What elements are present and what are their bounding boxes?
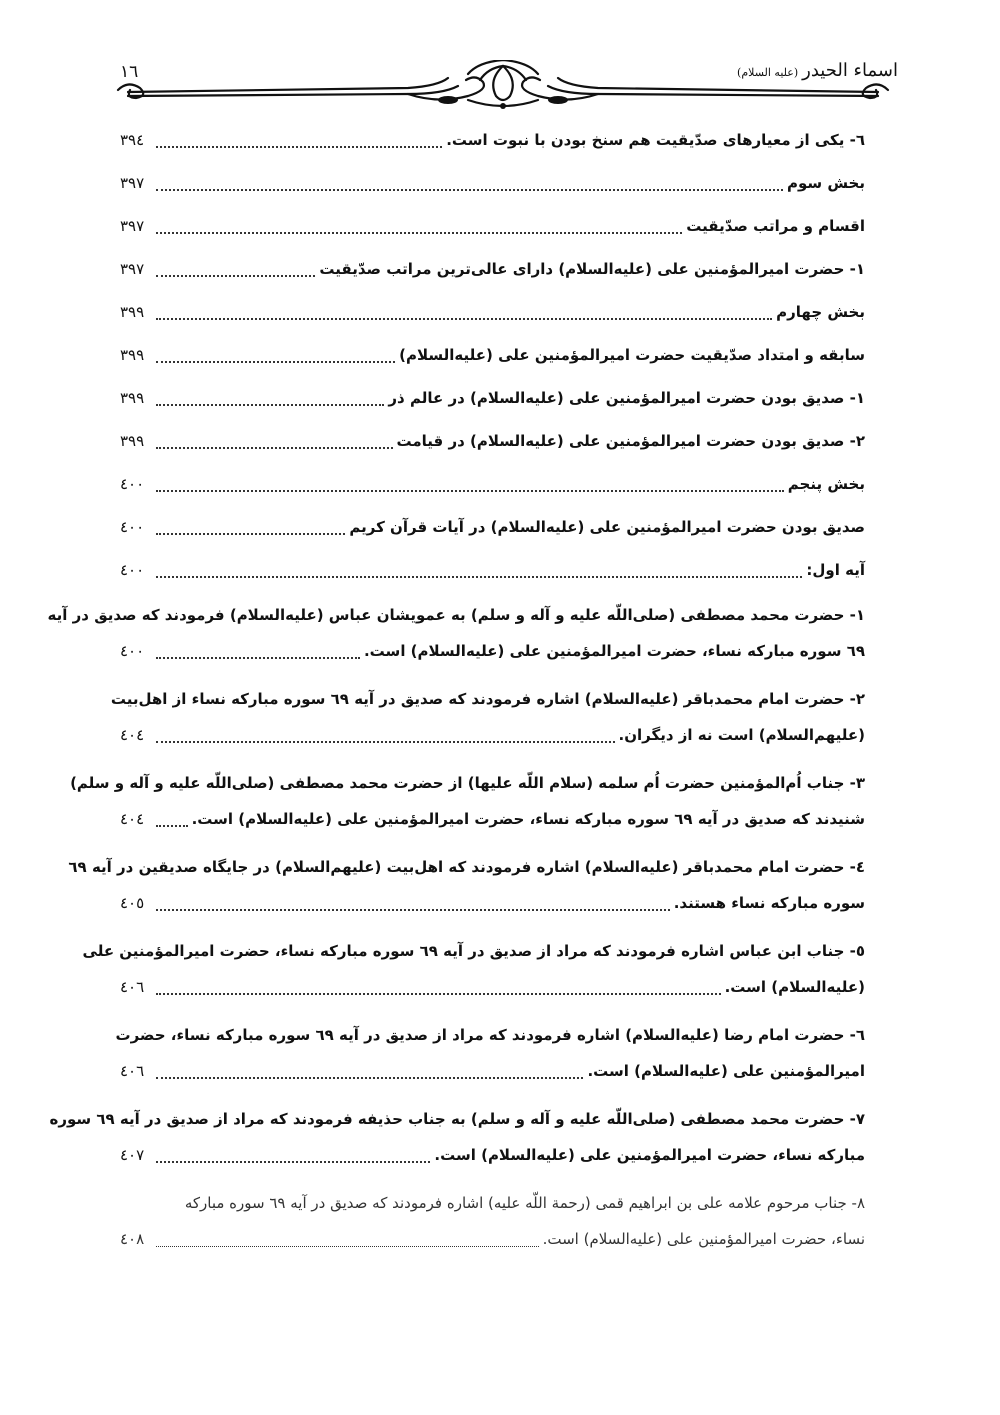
toc-page-number: ٣٩٧ [120,216,145,235]
toc-entry[interactable] [70,765,865,837]
toc-page-number: ٤٠٦ [120,1062,145,1080]
toc-page-number: ٣٩٩ [120,302,145,321]
toc-entry[interactable] [47,597,865,669]
dot-leader [156,576,802,578]
dot-leader [156,1077,583,1079]
toc-entry[interactable] [120,462,865,505]
toc-entry-title: نساء، حضرت امیرالمؤمنین علی (علیه‌السلام) است. [542,1230,865,1248]
dot-leader [156,993,721,995]
table-of-contents [47,118,865,1269]
toc-entry[interactable] [49,1101,865,1173]
toc-entry-title: آیه اول: [806,560,865,579]
toc-entry-title: مبارکه نساء، حضرت امیرالمؤمنین علی (علیه‌السلام) است. [434,1146,865,1164]
dot-leader [156,1246,539,1247]
toc-entry-title: ٣- جناب اُم‌المؤمنین حضرت اُم سلمه (سلام اللّه علیها) از حضرت محمد مصطفی (صلی‌اللّه علیه و آله و سلم) [70,774,865,792]
toc-entry[interactable] [120,118,865,161]
toc-entry[interactable] [120,505,865,548]
toc-page-number: ٤٠٥ [120,894,145,912]
toc-entry[interactable] [120,204,865,247]
dot-leader [156,232,682,234]
toc-page-number: ٤٠٠ [120,642,145,660]
toc-entry[interactable] [120,161,865,204]
toc-page-number: ٤٠٨ [120,1230,145,1248]
toc-page-number: ٤٠٤ [120,726,145,744]
toc-page-number: ٤٠٦ [120,978,145,996]
toc-entry-title: (علیهم‌السلام) است نه از دیگران. [618,726,865,744]
page-number: ١٦ [120,62,139,82]
toc-page-number: ٤٠٠ [120,474,145,493]
book-title-text: اسماء الحیدر [802,60,898,81]
page-header [108,60,898,120]
toc-entry[interactable] [68,849,865,921]
toc-entry[interactable] [110,681,865,753]
toc-entry-title: سابقه و امتداد صدّیقیت حضرت امیرالمؤمنین علی (علیه‌السلام) [399,345,865,364]
toc-page-number: ٤٠٠ [120,560,145,579]
dot-leader [156,189,783,191]
toc-page-number: ٣٩٧ [120,259,145,278]
toc-entry[interactable] [120,247,865,290]
toc-entry[interactable] [120,419,865,462]
toc-entry-title: ٨- جناب مرحوم علامه علی بن ابراهیم قمی (رحمة اللّه علیه) اشاره فرمودند که صدیق در آیه ٦٩ سوره مبارکه [184,1194,865,1212]
book-title-honorific: (علیه السلام) [737,66,799,79]
toc-entry-title: ٦٩ سوره مبارکه نساء، حضرت امیرالمؤمنین علی (علیه‌السلام) است. [363,642,865,660]
toc-entry-title: ١- حضرت امیرالمؤمنین علی (علیه‌السلام) دارای عالی‌ترین مراتب صدّیقیت [319,259,865,278]
toc-entry[interactable] [120,548,865,591]
toc-entry-title: بخش پنجم [787,474,865,493]
toc-entry-title: ٥- جناب ابن عباس اشاره فرمودند که مراد از صدیق در آیه ٦٩ سوره مبارکه نساء، حضرت امیرالمؤمنین علی [82,942,865,960]
toc-entry-title: ٧- حضرت محمد مصطفی (صلی‌اللّه علیه و آله و سلم) به جناب حذیفه فرمودند که مراد از صدیق در آیه ٦٩ سوره [49,1110,865,1128]
dot-leader [156,404,384,406]
toc-entry-title: (علیه‌السلام) است. [724,978,865,996]
toc-entry[interactable] [115,1017,865,1089]
toc-page-number: ٣٩٩ [120,388,145,407]
dot-leader [156,447,393,449]
toc-entry-title: صدیق بودن حضرت امیرالمؤمنین علی (علیه‌السلام) در آیات قرآن کریم [349,517,865,536]
toc-page-number: ٣٩٧ [120,173,145,192]
toc-entry[interactable] [82,933,865,1005]
dot-leader [156,146,442,148]
toc-entry-title: ٦- حضرت امام رضا (علیه‌السلام) اشاره فرمودند که مراد از صدیق در آیه ٦٩ سوره مبارکه نساء، حضرت [115,1026,865,1044]
dot-leader [156,1161,430,1163]
toc-entry[interactable] [120,376,865,419]
book-title [737,60,898,81]
toc-entry-title: شنیدند که صدیق در آیه ٦٩ سوره مبارکه نساء، حضرت امیرالمؤمنین علی (علیه‌السلام) است. [191,810,865,828]
toc-page-number: ٤٠٧ [120,1146,145,1164]
dot-leader [156,361,395,363]
toc-entry-title: ٤- حضرت امام محمدباقر (علیه‌السلام) اشاره فرمودند که اهل‌بیت (علیهم‌السلام) در جایگاه صدیقین در آیه ٦٩ [68,858,865,876]
toc-page-number: ٣٩٩ [120,431,145,450]
toc-entry-title: ٢- حضرت امام محمدباقر (علیه‌السلام) اشاره فرمودند که صدیق در آیه ٦٩ سوره مبارکه نساء از اهل‌بیت [110,690,865,708]
dot-leader [156,490,784,492]
dot-leader [156,533,345,535]
toc-entry[interactable] [120,1185,865,1257]
dot-leader [156,275,315,277]
toc-entry[interactable] [120,333,865,376]
toc-entry[interactable] [120,290,865,333]
toc-page-number: ٤٠٠ [120,517,145,536]
dot-leader [156,909,670,911]
toc-entry-title: ١- صدیق بودن حضرت امیرالمؤمنین علی (علیه‌السلام) در عالم ذر [388,388,865,407]
dot-leader [156,825,188,827]
toc-entry-title: بخش سوم [786,173,865,192]
toc-page-number: ٣٩٤ [120,130,145,149]
dot-leader [156,657,360,659]
dot-leader [156,318,772,320]
toc-entry-title: ٦- یکی از معیارهای صدّیقیت هم سنخ بودن با نبوت است. [446,130,865,149]
toc-entry-title: سوره مبارکه نساء هستند. [673,894,865,912]
toc-entry-title: بخش چهارم [776,302,865,321]
toc-entry-title: اقسام و مراتب صدّیقیت [686,216,865,235]
toc-page-number: ٤٠٤ [120,810,145,828]
dot-leader [156,741,615,743]
toc-entry-title: ٢- صدیق بودن حضرت امیرالمؤمنین علی (علیه‌السلام) در قیامت [396,431,865,450]
toc-entry-title: ١- حضرت محمد مصطفی (صلی‌اللّه علیه و آله و سلم) به عمویشان عباس (علیه‌السلام) فرمودند که صدیق در آیه [47,606,865,624]
toc-entry-title: امیرالمؤمنین علی (علیه‌السلام) است. [587,1062,865,1080]
toc-page-number: ٣٩٩ [120,345,145,364]
